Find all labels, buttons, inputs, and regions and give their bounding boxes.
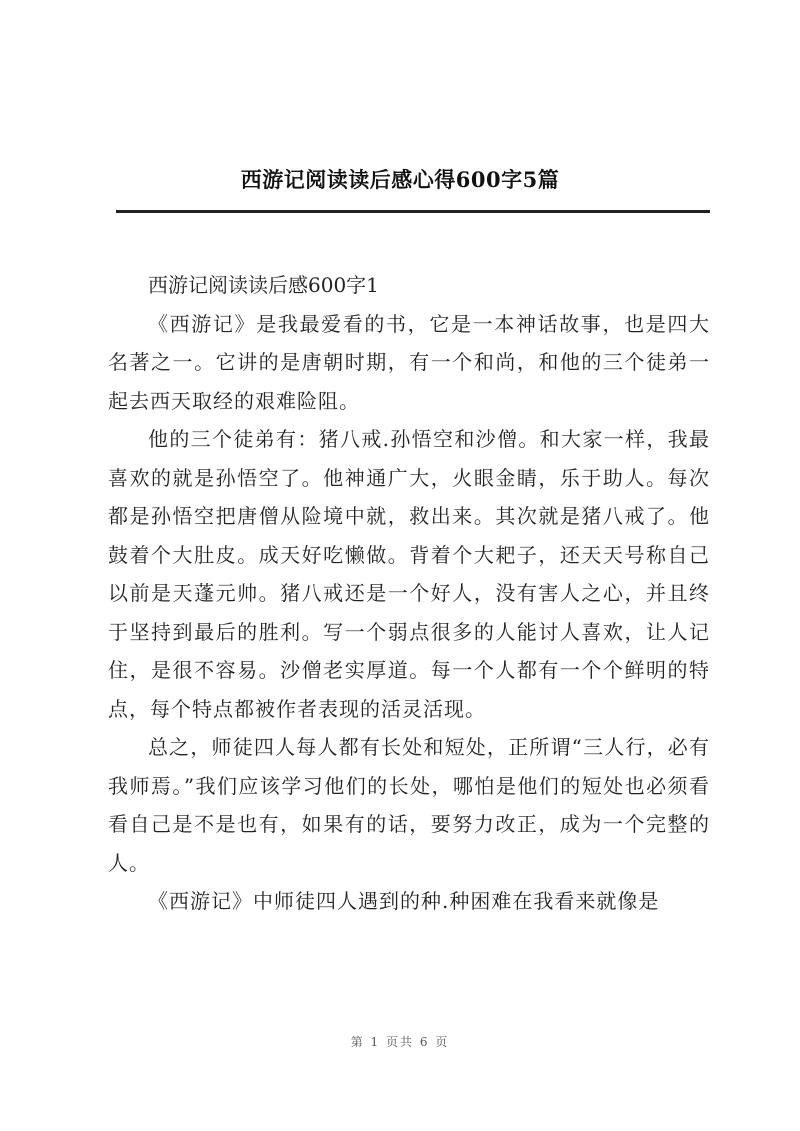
document-title: 西游记阅读读后感心得600字5篇 [240,167,560,192]
section-heading: 西游记阅读读后感600字1 [148,273,379,297]
document-body [108,266,710,921]
paragraph-1: 《西游记》是我最爱看的书，它是一本神话故事，也是四大名著之一。它讲的是唐朝时期，有一个和尚，和他的三个徒弟一起去西天取经的艰难险阻。 [108,311,710,413]
paragraph-3: 总之，师徒四人每人都有长处和短处，正所谓“三人行，必有我师焉。”我们应该学习他们的长处，哪怕是他们的短处也必须看看自己是不是也有，如果有的话，要努力改正，成为一个完整的人。 [108,735,710,875]
page-number-footer: 第 1 页共 6 页 [350,1035,450,1049]
paragraph-4: 《西游记》中师徒四人遇到的种.种困难在我看来就像是 [148,889,660,913]
paragraph-2: 他的三个徒弟有：猪八戒.孙悟空和沙僧。和大家一样，我最喜欢的就是孙悟空了。他神通广大，火眼金睛，乐于助人。每次都是孙悟空把唐僧从险境中就，救出来。其次就是猪八戒了。他鼓着个大肚皮。成天好吃懒做。背着个大耙子，还天天号称自己以前是天蓬元帅。猪八戒还是一个好人，没有害人之心，并且终于坚持到最后的胜利。写一个弱点很多的人能讨人喜欢，让人记住，是很不容易。沙僧老实厚道。每一个人都有一个个鲜明的特点，每个特点都被作者表现的活灵活现。 [108,427,710,721]
title-divider [116,210,710,213]
